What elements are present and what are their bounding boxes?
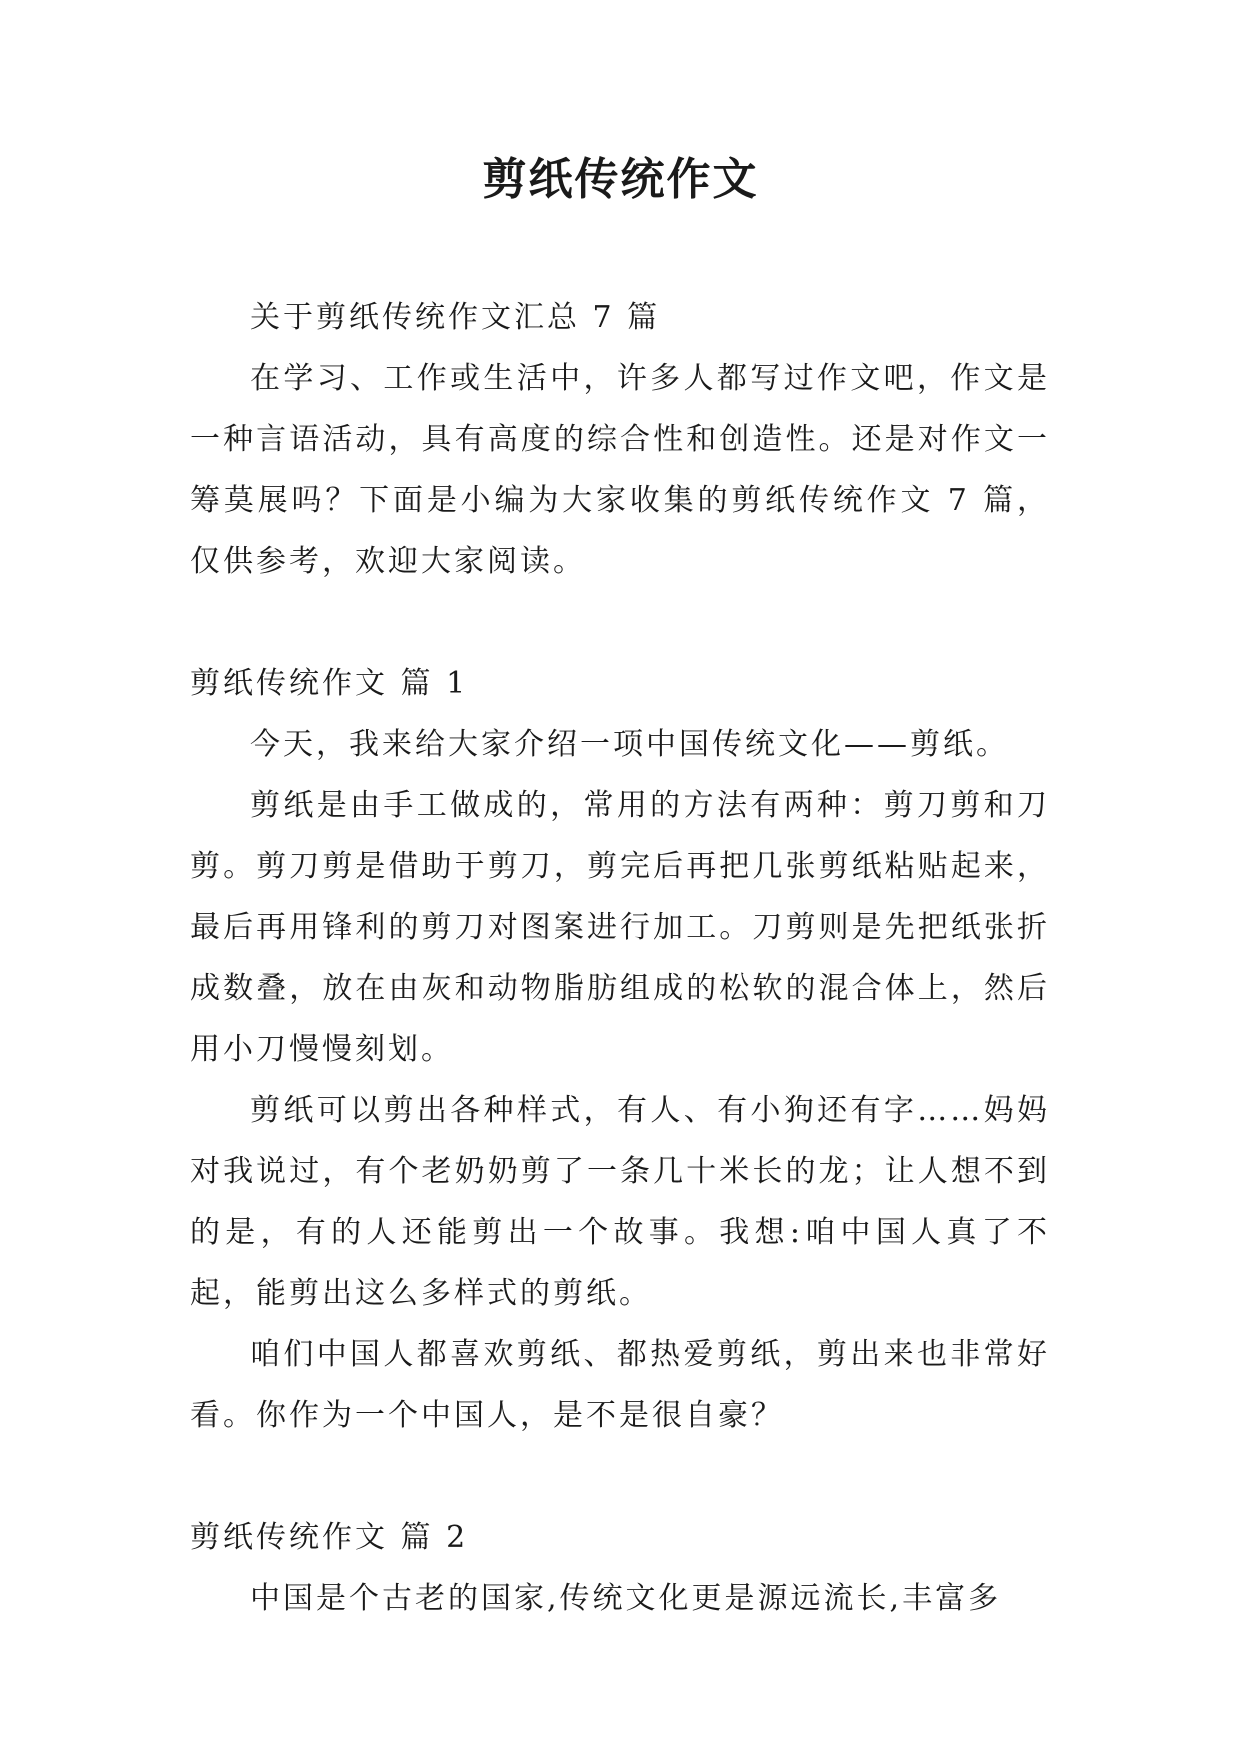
- section-paragraph: 中国是个古老的国家,传统文化更是源远流长,丰富多: [250, 1581, 1002, 1616]
- intro-heading: 关于剪纸传统作文汇总 7 篇: [250, 300, 661, 335]
- document-title: 剪纸传统作文: [482, 154, 759, 205]
- section-paragraph: 剪纸可以剪出各种样式，有人、有小狗还有字……妈妈对我说过，有个老奶奶剪了一条几十米长的龙；让人想不到的是，有的人还能剪出一个故事。我想:咱中国人真了不起，能剪出这么多样式的剪纸。: [190, 1093, 1050, 1311]
- intro-paragraph: 在学习、工作或生活中，许多人都写过作文吧，作文是一种言语活动，具有高度的综合性和创造性。还是对作文一筹莫展吗？下面是小编为大家收集的剪纸传统作文 7 篇，仅供参考，欢迎大家阅读。: [190, 361, 1050, 579]
- section-paragraph: 咱们中国人都喜欢剪纸、都热爱剪纸，剪出来也非常好看。你作为一个中国人，是不是很自豪？: [190, 1337, 1050, 1433]
- section-paragraph: 今天，我来给大家介绍一项中国传统文化——剪纸。: [250, 727, 1009, 762]
- section-paragraph: 剪纸是由手工做成的，常用的方法有两种：剪刀剪和刀剪。剪刀剪是借助于剪刀，剪完后再把几张剪纸粘贴起来，最后再用锋利的剪刀对图案进行加工。刀剪则是先把纸张折成数叠，放在由灰和动物脂肪组成的松软的混合体上，然后用小刀慢慢刻划。: [190, 788, 1050, 1067]
- section-heading: 剪纸传统作文 篇 2: [190, 1520, 469, 1555]
- section-heading: 剪纸传统作文 篇 1: [190, 666, 469, 701]
- document-body: [190, 287, 1050, 1629]
